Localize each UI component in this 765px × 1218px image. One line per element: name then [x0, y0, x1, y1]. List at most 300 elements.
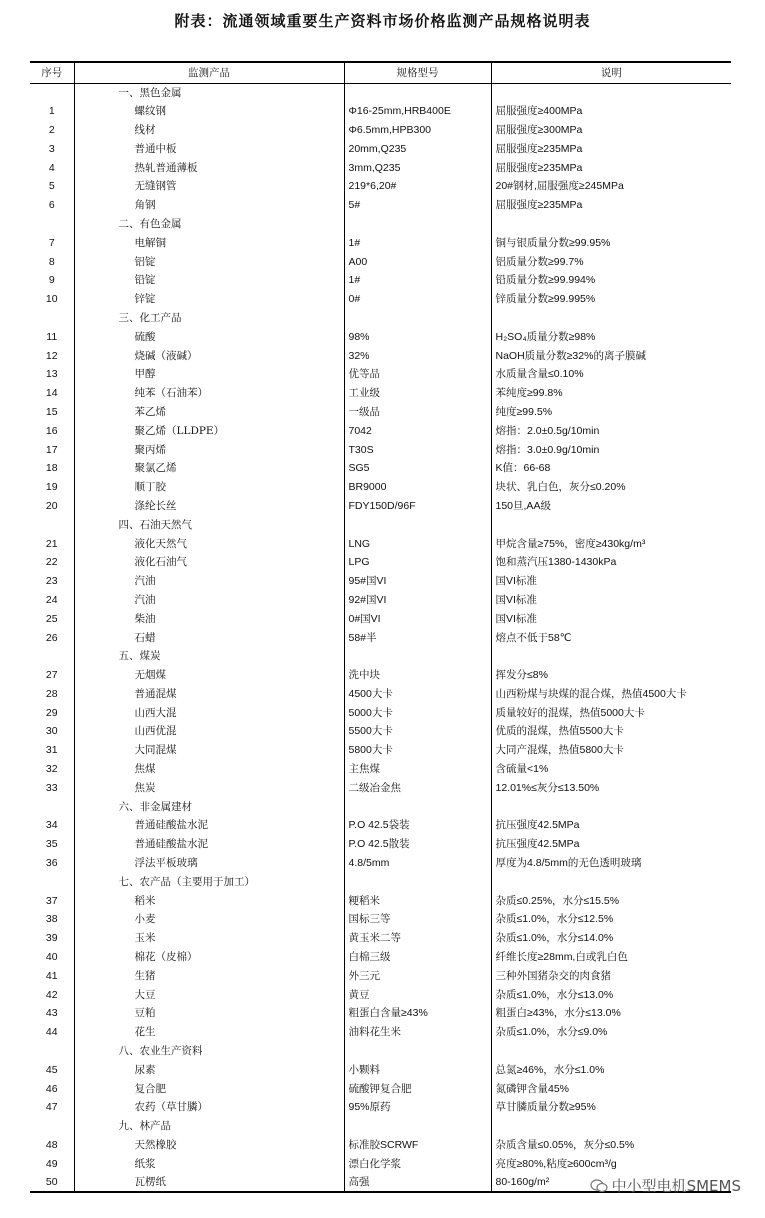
table-row: [30, 854, 731, 873]
row-index: 32: [45, 763, 58, 776]
product-cell: 液化石油气: [74, 553, 344, 572]
spec-cell: 白棉三级: [344, 948, 491, 967]
spec-cell: 粗蛋白含量≥43%: [344, 1004, 491, 1023]
spec-cell: A00: [344, 252, 491, 271]
table-row: [30, 384, 731, 403]
table-row: [30, 591, 731, 610]
spec-cell: 油料花生米: [344, 1023, 491, 1042]
product-cell: 无缝钢管: [74, 177, 344, 196]
product-cell: 尿素: [74, 1060, 344, 1079]
row-index: 17: [45, 443, 58, 456]
description-cell: [491, 309, 731, 328]
table-row: [30, 910, 731, 929]
spec-cell: 硫酸钾复合肥: [344, 1079, 491, 1098]
row-index: 34: [45, 819, 58, 832]
row-index: 36: [45, 857, 58, 870]
product-cell: 无烟煤: [74, 666, 344, 685]
spec-cell: 92#国VI: [344, 591, 491, 610]
spec-cell: [344, 647, 491, 666]
row-index: 50: [30, 1173, 74, 1192]
description-cell: 20#钢材,屈服强度≥245MPa: [491, 177, 731, 196]
category-label: 二、有色金属: [74, 215, 344, 234]
spec-cell: 标准胶SCRWF: [344, 1136, 491, 1155]
description-cell: [491, 515, 731, 534]
product-cell: 农药（草甘膦）: [74, 1098, 344, 1117]
row-index: 29: [45, 706, 58, 719]
product-cell: 小麦: [74, 910, 344, 929]
row-index: 19: [45, 481, 58, 494]
description-cell: [491, 872, 731, 891]
watermark-text: 中小型电机SMEMS: [611, 1177, 741, 1195]
row-index: 43: [45, 1007, 58, 1020]
description-cell: 熔指：3.0±0.9g/10min: [491, 440, 731, 459]
description-cell: 屈服强度≥400MPa: [491, 102, 731, 121]
description-cell: 含硫量<1%: [491, 760, 731, 779]
product-cell: 棉花（皮棉）: [74, 948, 344, 967]
spec-cell: P.O 42.5散装: [344, 835, 491, 854]
spec-cell: [344, 1042, 491, 1061]
table-row: [30, 421, 731, 440]
description-cell: 屈服强度≥235MPa: [491, 196, 731, 215]
row-index: 25: [45, 612, 58, 625]
description-cell: 三种外国猪杂交的肉食猪: [491, 966, 731, 985]
table-row: [30, 478, 731, 497]
description-cell: 水质量含量≤0.10%: [491, 365, 731, 384]
description-cell: 块状、乳白色，灰分≤0.20%: [491, 478, 731, 497]
description-cell: 氮磷钾含量45%: [491, 1079, 731, 1098]
spec-cell: 高强: [344, 1173, 491, 1192]
product-cell: 聚丙烯: [74, 440, 344, 459]
row-index: 9: [48, 274, 55, 287]
spec-cell: T30S: [344, 440, 491, 459]
spec-cell: 1#: [344, 271, 491, 290]
row-index: 4: [48, 161, 55, 174]
spec-cell: 工业级: [344, 384, 491, 403]
description-cell: 草甘膦质量分数≥95%: [491, 1098, 731, 1117]
spec-cell: 4500大卡: [344, 685, 491, 704]
description-cell: 杂质≤1.0%，水分≤9.0%: [491, 1023, 731, 1042]
table-row: [30, 985, 731, 1004]
spec-cell: [344, 797, 491, 816]
row-index: 45: [45, 1063, 58, 1076]
description-cell: 杂质≤1.0%，水分≤14.0%: [491, 929, 731, 948]
product-cell: 瓦楞纸: [74, 1173, 344, 1192]
description-cell: K值：66-68: [491, 459, 731, 478]
row-index: 10: [45, 293, 58, 306]
description-cell: 熔指：2.0±0.5g/10min: [491, 421, 731, 440]
category-label: 九、林产品: [74, 1117, 344, 1136]
spec-cell: 黄玉米二等: [344, 929, 491, 948]
product-cell: 电解铜: [74, 233, 344, 252]
spec-cell: Φ16-25mm,HRB400E: [344, 102, 491, 121]
header-index: 序号: [30, 62, 74, 83]
row-index: 12: [45, 349, 58, 362]
table-row: [30, 929, 731, 948]
category-label: 四、石油天然气: [74, 515, 344, 534]
description-cell: 熔点不低于58℃: [491, 628, 731, 647]
category-label: 六、非金属建材: [74, 797, 344, 816]
row-index: 31: [45, 744, 58, 757]
product-cell: 汽油: [74, 572, 344, 591]
description-cell: 苯纯度≥99.8%: [491, 384, 731, 403]
table-row: [30, 196, 731, 215]
spec-cell: 1#: [344, 233, 491, 252]
row-index: 47: [45, 1101, 58, 1114]
row-index: 8: [48, 255, 55, 268]
table-row: [30, 703, 731, 722]
spec-cell: 95#国VI: [344, 572, 491, 591]
product-cell: 角钢: [74, 196, 344, 215]
row-index: 49: [45, 1157, 58, 1170]
table-row: [30, 290, 731, 309]
spec-cell: LPG: [344, 553, 491, 572]
row-index: [30, 309, 74, 328]
spec-cell: [344, 309, 491, 328]
spec-cell: 5800大卡: [344, 741, 491, 760]
product-cell: 螺纹钢: [74, 102, 344, 121]
page-title: 附表：流通领域重要生产资料市场价格监测产品规格说明表: [174, 12, 591, 30]
product-cell: 天然橡胶: [74, 1136, 344, 1155]
spec-cell: 优等品: [344, 365, 491, 384]
description-cell: 杂质含量≤0.05%，灰分≤0.5%: [491, 1136, 731, 1155]
spec-cell: Φ6.5mm,HPB300: [344, 121, 491, 140]
spec-cell: FDY150D/96F: [344, 497, 491, 516]
table-row: [30, 365, 731, 384]
category-label: 一、黑色金属: [74, 83, 344, 102]
spec-cell: 5#: [344, 196, 491, 215]
table-row: [30, 440, 731, 459]
table-row: [30, 139, 731, 158]
row-index: 21: [45, 537, 58, 550]
spec-cell: 主焦煤: [344, 760, 491, 779]
product-cell: 豆粕: [74, 1004, 344, 1023]
table-row: [30, 177, 731, 196]
description-cell: 屈服强度≥300MPa: [491, 121, 731, 140]
description-cell: 优质的混煤，热值5500大卡: [491, 722, 731, 741]
product-cell: 石蜡: [74, 628, 344, 647]
table-row: [30, 760, 731, 779]
spec-cell: 219*6,20#: [344, 177, 491, 196]
description-cell: 国VI标准: [491, 591, 731, 610]
product-cell: 大豆: [74, 985, 344, 1004]
table-row: [30, 233, 731, 252]
table-row: [30, 1098, 731, 1117]
spec-cell: P.O 42.5袋装: [344, 816, 491, 835]
category-label: 七、农产品（主要用于加工）: [74, 872, 344, 891]
header-product: 监测产品: [74, 62, 344, 83]
product-cell: 汽油: [74, 591, 344, 610]
description-cell: 甲烷含量≥75%，密度≥430kg/m³: [491, 534, 731, 553]
spec-cell: [344, 872, 491, 891]
spec-cell: 二级冶金焦: [344, 778, 491, 797]
table-row: [30, 778, 731, 797]
row-index: 40: [45, 951, 58, 964]
row-index: 28: [45, 687, 58, 700]
spec-cell: 95%原药: [344, 1098, 491, 1117]
spec-cell: SG5: [344, 459, 491, 478]
product-cell: 焦煤: [74, 760, 344, 779]
table-row: [30, 1154, 731, 1173]
product-cell: 铝锭: [74, 252, 344, 271]
description-cell: H₂SO₄质量分数≥98%: [491, 327, 731, 346]
table-row: [30, 1079, 731, 1098]
spec-cell: 国标三等: [344, 910, 491, 929]
product-cell: 纯苯（石油苯）: [74, 384, 344, 403]
description-cell: [491, 83, 731, 102]
spec-cell: [344, 215, 491, 234]
table-row: [30, 1023, 731, 1042]
product-cell: 浮法平板玻璃: [74, 854, 344, 873]
product-cell: 甲醇: [74, 365, 344, 384]
table-row: [30, 1004, 731, 1023]
table-row: [30, 835, 731, 854]
description-cell: 山西粉煤与块煤的混合煤，热值4500大卡: [491, 685, 731, 704]
row-index: [30, 1042, 74, 1061]
row-index: 42: [45, 988, 58, 1001]
category-row: [30, 1117, 731, 1136]
description-cell: [491, 1042, 731, 1061]
row-index: [30, 515, 74, 534]
row-index: 39: [45, 932, 58, 945]
table-row: [30, 816, 731, 835]
spec-cell: 漂白化学浆: [344, 1154, 491, 1173]
spec-cell: 58#半: [344, 628, 491, 647]
spec-cell: [344, 1117, 491, 1136]
description-cell: 杂质≤0.25%，水分≤15.5%: [491, 891, 731, 910]
spec-cell: 洗中块: [344, 666, 491, 685]
row-index: 3: [48, 142, 55, 155]
header-spec: 规格型号: [344, 62, 491, 83]
product-cell: 铅锭: [74, 271, 344, 290]
category-row: [30, 1042, 731, 1061]
product-cell: 聚氯乙烯: [74, 459, 344, 478]
product-cell: 普通硅酸盐水泥: [74, 835, 344, 854]
row-index: [30, 215, 74, 234]
spec-cell: 4.8/5mm: [344, 854, 491, 873]
row-index: 44: [45, 1026, 58, 1039]
product-cell: 涤纶长丝: [74, 497, 344, 516]
description-cell: 150旦,AA级: [491, 497, 731, 516]
description-cell: 锌质量分数≥99.995%: [491, 290, 731, 309]
table-row: [30, 252, 731, 271]
description-cell: 铅质量分数≥99.994%: [491, 271, 731, 290]
spec-cell: 小颗料: [344, 1060, 491, 1079]
wechat-icon: [590, 1179, 608, 1193]
row-index: 35: [45, 838, 58, 851]
product-cell: 普通硅酸盐水泥: [74, 816, 344, 835]
spec-cell: 粳稻米: [344, 891, 491, 910]
spec-cell: 32%: [344, 346, 491, 365]
table-row: [30, 1136, 731, 1155]
product-cell: 花生: [74, 1023, 344, 1042]
row-index: 20: [45, 499, 58, 512]
spec-cell: [344, 83, 491, 102]
row-index: 46: [45, 1082, 58, 1095]
table-row: [30, 891, 731, 910]
row-index: 41: [45, 969, 58, 982]
spec-cell: 7042: [344, 421, 491, 440]
table-row: [30, 102, 731, 121]
product-cell: 硫酸: [74, 327, 344, 346]
category-label: 三、化工产品: [74, 309, 344, 328]
category-row: [30, 797, 731, 816]
row-index: 24: [45, 593, 58, 606]
product-cell: 玉米: [74, 929, 344, 948]
table-row: [30, 497, 731, 516]
product-cell: 线材: [74, 121, 344, 140]
description-cell: 亮度≥80%,粘度≥600cm³/g: [491, 1154, 731, 1173]
category-row: [30, 309, 731, 328]
description-cell: [491, 647, 731, 666]
product-cell: 烧碱（液碱）: [74, 346, 344, 365]
table-row: [30, 666, 731, 685]
table-row: [30, 722, 731, 741]
row-index: 26: [45, 631, 58, 644]
row-index: [30, 872, 74, 891]
product-cell: 纸浆: [74, 1154, 344, 1173]
description-cell: [491, 797, 731, 816]
description-cell: 挥发分≤8%: [491, 666, 731, 685]
category-row: [30, 647, 731, 666]
row-index: 1: [48, 105, 55, 118]
table-body: [30, 83, 731, 1192]
row-index: 33: [45, 781, 58, 794]
spec-cell: 5500大卡: [344, 722, 491, 741]
product-cell: 顺丁胶: [74, 478, 344, 497]
table-row: [30, 121, 731, 140]
spec-table: [30, 61, 731, 1193]
row-index: 48: [45, 1139, 58, 1152]
description-cell: 纯度≥99.5%: [491, 403, 731, 422]
description-cell: 抗压强度42.5MPa: [491, 816, 731, 835]
row-index: 27: [45, 669, 58, 682]
product-cell: 大同混煤: [74, 741, 344, 760]
table-row: [30, 327, 731, 346]
spec-cell: LNG: [344, 534, 491, 553]
row-index: 18: [45, 462, 58, 475]
description-cell: 饱和蒸汽压1380-1430kPa: [491, 553, 731, 572]
product-cell: 苯乙烯: [74, 403, 344, 422]
table-row: [30, 553, 731, 572]
description-cell: 质量较好的混煤，热值5000大卡: [491, 703, 731, 722]
table-row: [30, 1060, 731, 1079]
category-row: [30, 872, 731, 891]
description-cell: 铜与银质量分数≥99.95%: [491, 233, 731, 252]
table-row: [30, 534, 731, 553]
row-index: 5: [48, 180, 55, 193]
row-index: 11: [46, 330, 58, 343]
spec-cell: 20mm,Q235: [344, 139, 491, 158]
description-cell: NaOH质量分数≥32%的离子膜碱: [491, 346, 731, 365]
row-index: [30, 1117, 74, 1136]
description-cell: [491, 1117, 731, 1136]
row-index: 6: [48, 199, 55, 212]
product-cell: 液化天然气: [74, 534, 344, 553]
description-cell: 国VI标准: [491, 609, 731, 628]
description-cell: 厚度为4.8/5mm的无色透明玻璃: [491, 854, 731, 873]
product-cell: 锌锭: [74, 290, 344, 309]
description-cell: 总氮≥46%，水分≤1.0%: [491, 1060, 731, 1079]
description-cell: 12.01%≤灰分≤13.50%: [491, 778, 731, 797]
table-row: [30, 966, 731, 985]
row-index: 37: [45, 894, 58, 907]
product-cell: 复合肥: [74, 1079, 344, 1098]
description-cell: 大同产混煤，热值5800大卡: [491, 741, 731, 760]
product-cell: 稻米: [74, 891, 344, 910]
table-row: [30, 685, 731, 704]
description-cell: 国VI标准: [491, 572, 731, 591]
spec-cell: 0#: [344, 290, 491, 309]
description-cell: 杂质≤1.0%，水分≤13.0%: [491, 985, 731, 1004]
table-row: [30, 271, 731, 290]
row-index: [30, 797, 74, 816]
spec-cell: 5000大卡: [344, 703, 491, 722]
description-cell: 粗蛋白≥43%，水分≤13.0%: [491, 1004, 731, 1023]
row-index: 16: [45, 424, 58, 437]
description-cell: 纤维长度≥28mm,白或乳白色: [491, 948, 731, 967]
product-cell: 聚乙烯（LLDPE）: [74, 421, 344, 440]
spec-cell: 一级品: [344, 403, 491, 422]
row-index: 2: [48, 123, 55, 136]
table-row: [30, 459, 731, 478]
product-cell: 山西大混: [74, 703, 344, 722]
product-cell: 普通混煤: [74, 685, 344, 704]
product-cell: 柴油: [74, 609, 344, 628]
watermark: [590, 1175, 741, 1196]
row-index: [30, 647, 74, 666]
category-label: 八、农业生产资料: [74, 1042, 344, 1061]
category-row: [30, 215, 731, 234]
category-row: [30, 83, 731, 102]
description-cell: 杂质≤1.0%，水分≤12.5%: [491, 910, 731, 929]
description-cell: 80-160g/m²: [491, 1173, 731, 1192]
description-cell: 屈服强度≥235MPa: [491, 139, 731, 158]
table-row: [30, 346, 731, 365]
description-cell: 铝质量分数≥99.7%: [491, 252, 731, 271]
row-index: 13: [45, 368, 58, 381]
description-cell: 屈服强度≥235MPa: [491, 158, 731, 177]
table-row: [30, 741, 731, 760]
table-row: [30, 403, 731, 422]
product-cell: 热轧普通薄板: [74, 158, 344, 177]
description-cell: [491, 215, 731, 234]
spec-cell: 98%: [344, 327, 491, 346]
table-row: [30, 948, 731, 967]
product-cell: 焦炭: [74, 778, 344, 797]
product-cell: 普通中板: [74, 139, 344, 158]
product-cell: 生猪: [74, 966, 344, 985]
row-index: 7: [48, 236, 55, 249]
spec-cell: 外三元: [344, 966, 491, 985]
header-description: 说明: [491, 62, 731, 83]
spec-cell: 3mm,Q235: [344, 158, 491, 177]
product-cell: 山西优混: [74, 722, 344, 741]
spec-cell: 0#国VI: [344, 609, 491, 628]
table-header-row: [30, 62, 731, 83]
table-row: [30, 158, 731, 177]
row-index: 14: [45, 387, 58, 400]
category-row: [30, 515, 731, 534]
category-label: 五、煤炭: [74, 647, 344, 666]
row-index: [30, 83, 74, 102]
spec-cell: [344, 515, 491, 534]
row-index: 15: [45, 405, 58, 418]
spec-cell: BR9000: [344, 478, 491, 497]
row-index: 23: [45, 575, 58, 588]
table-row: [30, 572, 731, 591]
table-row: [30, 628, 731, 647]
description-cell: 抗压强度42.5MPa: [491, 835, 731, 854]
